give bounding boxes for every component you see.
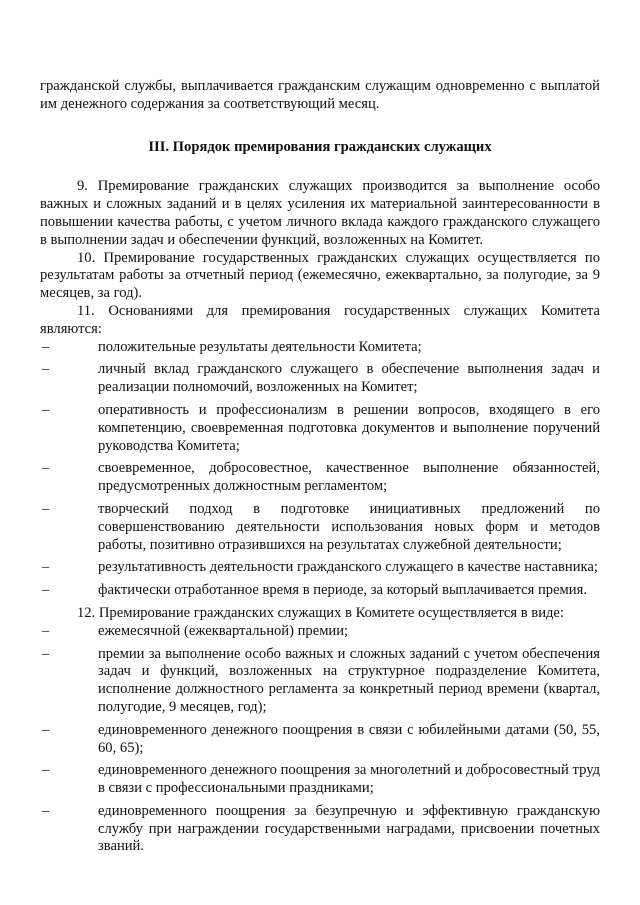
paragraph-11: 11. Основаниями для премирования государственных служащих Комитета являются: — [40, 302, 600, 337]
list-item: единовременного денежного поощрения в связи с юбилейными датами (50, 55, 60, 65); — [98, 721, 600, 756]
intro-paragraph: гражданской службы, выплачивается гражданским служащим одновременно с выплатой им денежного содержания за соответствующий месяц. — [40, 78, 600, 112]
list-item: единовременного поощрения за безупречную и эффективную гражданскую службу при награждении государственными наградами, присвоении почетных званий. — [98, 802, 600, 855]
list-12 — [40, 623, 600, 857]
list-item: ежемесячной (ежеквартальной) премии; — [98, 622, 349, 639]
list-item: личный вклад гражданского служащего в обеспечение выполнения задач и реализации полномочий, возложенных на Комитет; — [98, 361, 600, 396]
list-item: премии за выполнение особо важных и сложных заданий с учетом обеспечения задач и функций, возложенных на структурное подразделение Комитета, исполнение должностного регламента за конкретный период времени (квартал, полугодие, 9 месяцев, год); — [98, 645, 600, 715]
list-item: своевременное, добросовестное, качественное выполнение обязанностей, предусмотренных должностным регламентом; — [98, 460, 600, 495]
list-item: фактически отработанное время в периоде, за который выплачивается премия. — [98, 582, 587, 599]
paragraph-9: 9. Премирование гражданских служащих производится за выполнение особо важных и сложных заданий и в целях усиления их материальной заинтересованности в повышении качества работы, с учетом личного вклада каждого гражданского служащего в выполнении задач и обеспечении функций, возложенных на Комитет. — [40, 178, 600, 248]
document-page — [40, 78, 600, 861]
list-item: оперативность и профессионализм в решении вопросов, входящего в его компетенцию, своевременная подготовка документов и выполнение поручений руководства Комитета; — [98, 401, 600, 454]
paragraph-12: 12. Премирование гражданских служащих в Комитете осуществляется в виде: — [77, 604, 564, 621]
list-item: результативность деятельности гражданского служащего в качестве наставника; — [98, 559, 598, 576]
list-item: положительные результаты деятельности Комитета; — [98, 338, 422, 355]
section-title: III. Порядок премирования гражданских служащих — [148, 138, 492, 155]
paragraph-10: 10. Премирование государственных гражданских служащих осуществляется по результатам работы за отчетный период (ежемесячно, ежеквартально, за полугодие, за 9 месяцев, за год). — [40, 249, 600, 302]
list-item: единовременного денежного поощрения за многолетний и добросовестный труд в связи с профессиональными праздниками; — [98, 762, 600, 797]
list-11 — [40, 339, 600, 600]
list-item: творческий подход в подготовке инициативных предложений по совершенствованию деятельности использования новых форм и методов работы, позитивно отразившихся на результатах служебной деятельности; — [98, 500, 600, 553]
